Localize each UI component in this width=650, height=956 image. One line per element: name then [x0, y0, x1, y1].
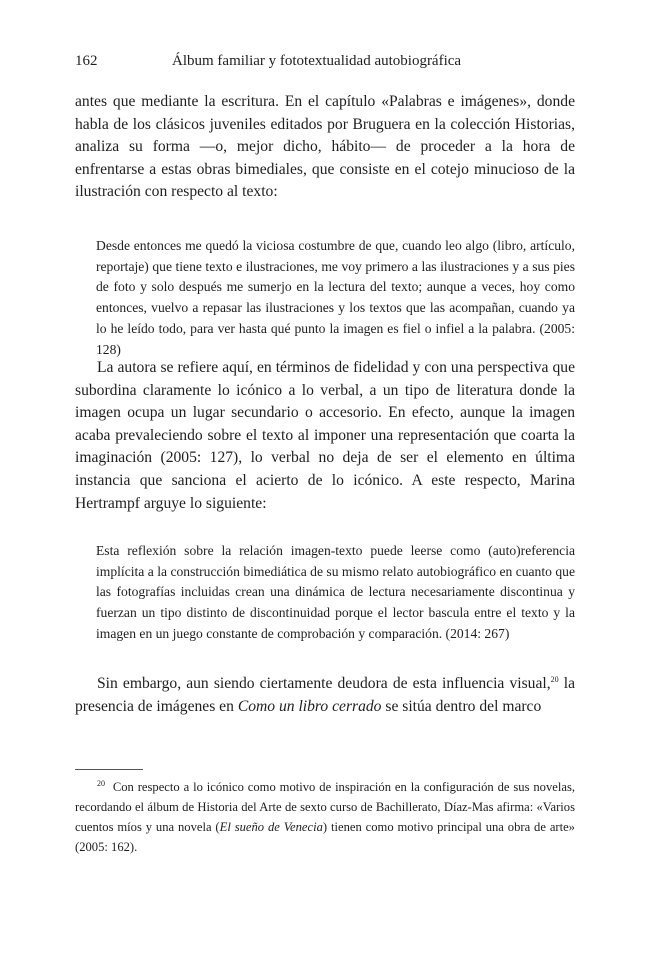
footnote-reference: 20 [550, 674, 559, 684]
page-number: 162 [75, 53, 98, 69]
footnote-book-title: El sueño de Venecia [219, 820, 323, 834]
body-paragraph-1: antes que mediante la escritura. En el capítulo «Palabras e imágenes», donde habla de los clásicos juveniles editados por Bruguera en la colección Historias, analiza su forma —o, mejor dicho, hábito— de proceder a la hora de enfrentarse a estas obras bimediales, que consiste en el cotejo minucioso de la ilustración con respecto al texto: [75, 93, 575, 201]
footnote-text-lead: Con respecto a lo icónico como motivo de inspiración en la configuración de sus novelas, recordando el álbum de Historia del Arte de sexto curso de Bachillerato, Díaz-Mas afirma: «Varios cuentos míos y una novela ( [75, 780, 575, 834]
running-title: Álbum familiar y fototextualidad autobiográfica [172, 53, 462, 69]
paragraph-3-tail: se sitúa dentro del marco [385, 697, 542, 715]
body-paragraph-3 [75, 673, 575, 718]
running-header [75, 51, 575, 71]
footnote-number: 20 [97, 778, 105, 788]
book-title: Como un libro cerrado [237, 697, 382, 715]
paragraph-3-lead: Sin embargo, aun siendo ciertamente deudora de esta influencia visual, [97, 675, 551, 692]
body-paragraph-2: La autora se refiere aquí, en términos de fidelidad y con una perspectiva que subordina claramente lo icónico a lo verbal, a un tipo de literatura donde la imagen ocupa un lugar secundario o accesorio. En efecto, aunque la imagen acaba prevaleciendo sobre el texto al imponer una representación que coarta la imaginación (2005: 127), lo verbal no deja de ser el elemento en última instancia que sanciona el acierto de lo icónico. A este respecto, Marina Hertrampf arguye lo siguiente: [75, 359, 575, 512]
block-quote-1: Desde entonces me quedó la viciosa costumbre de que, cuando leo algo (libro, artículo, reportaje) que tiene texto e ilustraciones, me voy primero a las ilustraciones y a sus pies de foto y solo después me sumerjo en la lectura del texto; aunque a veces, hoy como entonces, vuelvo a repasar las ilustraciones y los textos que las acompañan, cuando ya lo he leído todo, para ver hasta qué punto la imagen es fiel o infiel a la palabra. (2005: 128) [96, 238, 575, 357]
block-quote-2: Esta reflexión sobre la relación imagen-texto puede leerse como (auto)referencia implícita a la construcción bimediática de su mismo relato autobiográfico en cuanto que las fotografías incluidas crean una dinámica de lectura necesariamente discontinua y fuerzan un tipo distinto de discontinuidad porque el lector bascula entre el texto y la imagen en un juego constante de comprobación y comparación. (2014: 267) [96, 543, 575, 641]
paragraph-3-middle: la presencia de imágenes en [75, 675, 576, 715]
footnote-separator [75, 769, 143, 770]
footnote-text-tail: ) tienen como motivo principal una obra de arte» (2005: 162). [75, 820, 575, 854]
footnote [75, 777, 575, 857]
